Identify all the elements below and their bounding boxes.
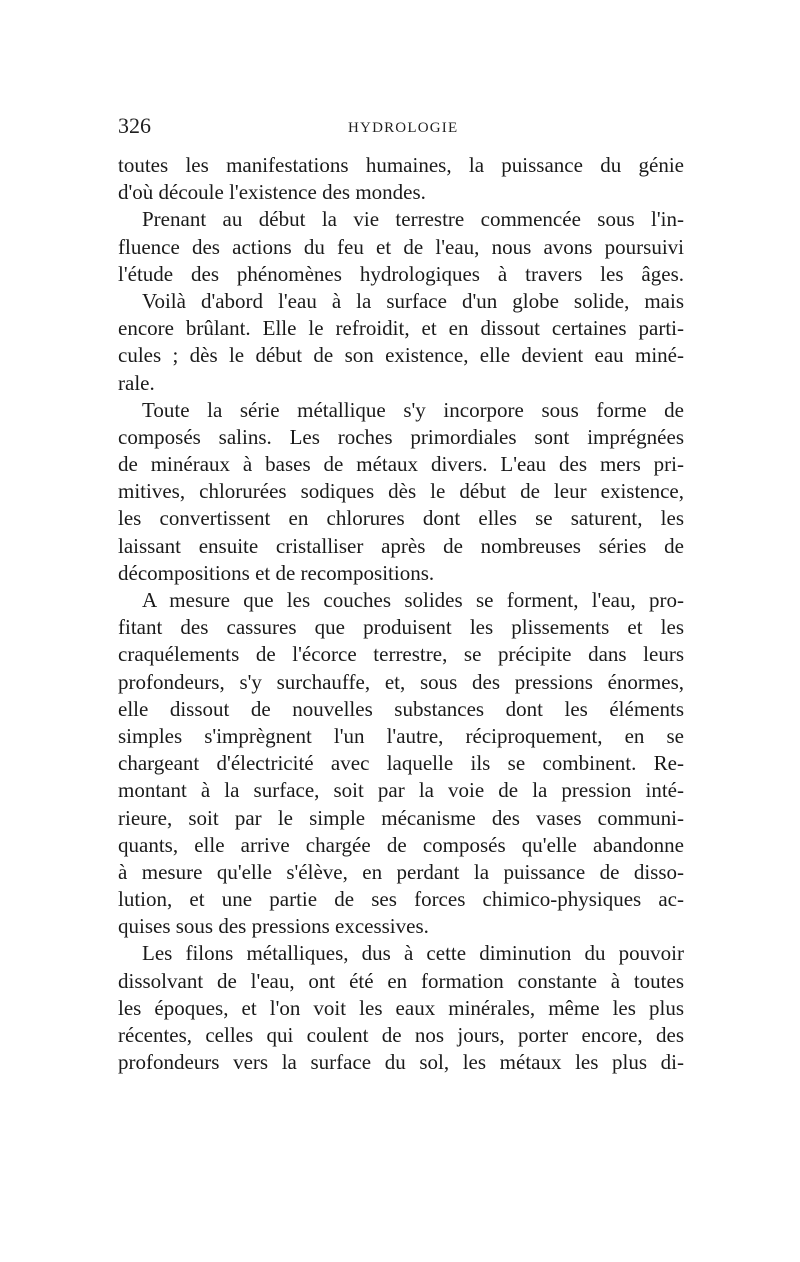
text-line: l'étude des phénomènes hydrologiques à travers les âges. [118, 261, 684, 286]
text-line: rieure, soit par le simple mécanisme des vases communi- [118, 805, 684, 830]
text-line: montant à la surface, soit par la voie de la pression inté- [118, 778, 684, 803]
text-line: craquélements de l'écorce terrestre, se précipite dans leurs [118, 642, 684, 667]
body-text [118, 152, 684, 1076]
text-line: rale. [118, 370, 155, 395]
text-line: d'où découle l'existence des mondes. [118, 180, 426, 205]
text-line: profondeurs vers la surface du sol, les métaux les plus di- [118, 1050, 684, 1075]
text-line: de minéraux à bases de métaux divers. L'eau des mers pri- [118, 452, 684, 477]
text-line: Les filons métalliques, dus à cette diminution du pouvoir [142, 941, 684, 966]
text-line: simples s'imprègnent l'un l'autre, réciproquement, en se [118, 723, 684, 748]
text-line: profondeurs, s'y surchauffe, et, sous des pressions énormes, [118, 669, 684, 694]
text-line: chargeant d'électricité avec laquelle ils se combinent. Re- [118, 751, 684, 776]
text-line: les époques, et l'on voit les eaux minérales, même les plus [118, 995, 684, 1020]
page-number: 326 [118, 113, 151, 138]
text-line: encore brûlant. Elle le refroidit, et en dissout certaines parti- [118, 316, 684, 341]
text-line: les convertissent en chlorures dont elles se saturent, les [118, 506, 684, 531]
text-line: composés salins. Les roches primordiales sont imprégnées [118, 424, 684, 449]
text-line: quises sous des pressions excessives. [118, 914, 429, 939]
text-line: mitives, chlorurées sodiques dès le début de leur existence, [118, 479, 684, 504]
text-line: A mesure que les couches solides se forment, l'eau, pro- [142, 588, 684, 612]
text-line: laissant ensuite cristalliser après de nombreuses séries de [118, 533, 684, 558]
text-line: toutes les manifestations humaines, la puissance du génie [118, 153, 684, 177]
page-header [118, 112, 684, 142]
text-line: lution, et une partie de ses forces chimico-physiques ac- [118, 887, 684, 912]
text-line: dissolvant de l'eau, ont été en formation constante à toutes [118, 968, 684, 993]
text-line: fluence des actions du feu et de l'eau, nous avons poursuivi [118, 234, 684, 259]
running-head: HYDROLOGIE [348, 120, 459, 136]
text-line: elle dissout de nouvelles substances dont les éléments [118, 696, 684, 721]
text-line: quants, elle arrive chargée de composés qu'elle abandonne [118, 832, 684, 857]
text-line: fitant des cassures que produisent les plissements et les [118, 615, 684, 640]
text-line: récentes, celles qui coulent de nos jours, porter encore, des [118, 1023, 684, 1047]
text-line: Voilà d'abord l'eau à la surface d'un globe solide, mais [142, 288, 684, 313]
text-line: Prenant au début la vie terrestre commencée sous l'in- [142, 207, 684, 232]
text-line: cules ; dès le début de son existence, elle devient eau miné- [118, 343, 684, 368]
text-line: décompositions et de recompositions. [118, 560, 435, 585]
text-line: à mesure qu'elle s'élève, en perdant la puissance de disso- [118, 859, 684, 884]
text-line: Toute la série métallique s'y incorpore sous forme de [142, 397, 684, 422]
